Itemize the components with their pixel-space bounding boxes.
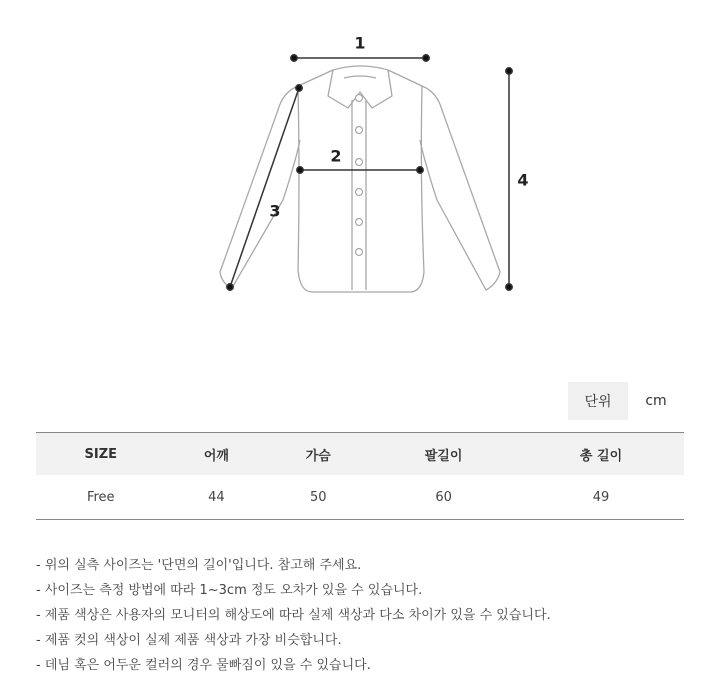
note-item: - 위의 실측 사이즈는 '단면의 길이'입니다. 참고해 주세요. [36, 558, 362, 573]
cell-length: 49 [518, 475, 684, 520]
measure-dot [297, 167, 303, 173]
measure-dot [227, 284, 233, 290]
left-sleeve-outline [220, 86, 300, 288]
header-chest: 가슴 [267, 433, 369, 476]
header-sleeve: 팔길이 [369, 433, 518, 476]
measure-dot [296, 85, 302, 91]
shirt-button [356, 127, 363, 134]
header-size: SIZE [36, 433, 166, 476]
chest-label: 2 [330, 146, 342, 166]
length-label: 4 [517, 170, 529, 190]
sleeve-label: 3 [269, 201, 281, 221]
size-diagram [0, 0, 720, 340]
measure-dot [417, 167, 423, 173]
table-header-row [36, 433, 684, 476]
shirt-button [356, 189, 363, 196]
measure-dot [506, 68, 512, 74]
shirt-body-outline [298, 70, 424, 292]
measure-dot [291, 55, 297, 61]
cell-chest: 50 [267, 475, 369, 520]
note-item: - 사이즈는 측정 방법에 따라 1~3cm 정도 오차가 있을 수 있습니다. [36, 583, 423, 598]
unit-label: 단위 [568, 382, 628, 420]
shirt-button [356, 219, 363, 226]
measure-dot [423, 55, 429, 61]
size-table [36, 432, 684, 520]
shirt-button [356, 95, 363, 102]
table-row [36, 475, 684, 520]
header-shoulder: 어깨 [166, 433, 268, 476]
right-sleeve-outline [420, 86, 500, 290]
shirt-button [356, 159, 363, 166]
note-item: - 제품 색상은 사용자의 모니터의 해상도에 따라 실제 색상과 다소 차이가 있을 수 있습니다. [36, 608, 551, 623]
sleeve-measure-line [230, 88, 299, 287]
cell-size: Free [36, 475, 166, 520]
notes-list [36, 556, 696, 681]
shoulder-label: 1 [354, 33, 366, 53]
measure-dot [506, 284, 512, 290]
note-item: - 데님 혹은 어두운 컬러의 경우 물빠짐이 있을 수 있습니다. [36, 658, 371, 673]
note-item: - 제품 컷의 색상이 실제 제품 색상과 가장 비슷합니다. [36, 633, 342, 648]
unit-value: cm [645, 393, 667, 409]
unit-row [0, 382, 720, 422]
shirt-button [356, 249, 363, 256]
header-length: 총 길이 [518, 433, 684, 476]
cell-sleeve: 60 [369, 475, 518, 520]
cell-shoulder: 44 [166, 475, 268, 520]
